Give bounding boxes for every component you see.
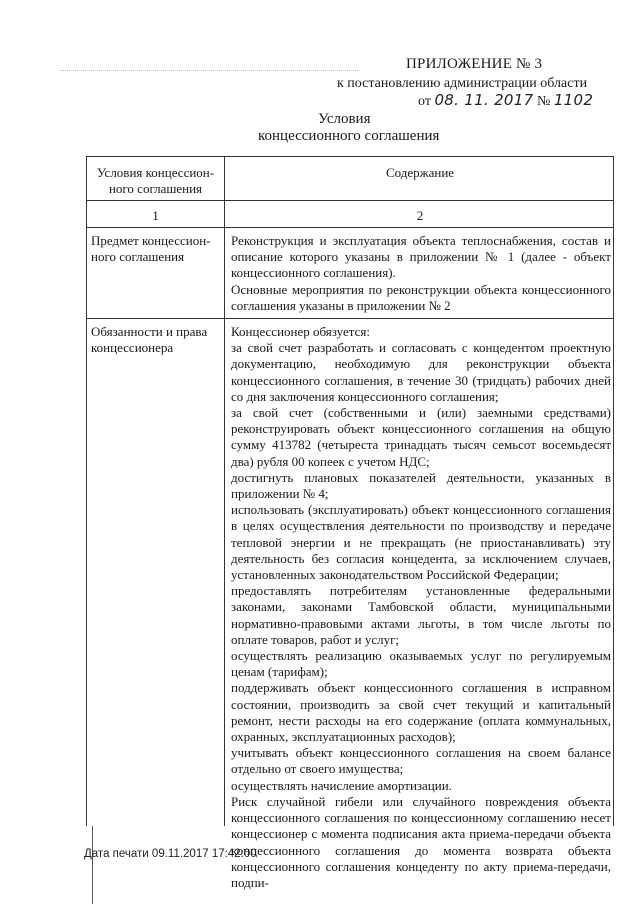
column-header-content: Содержание bbox=[385, 165, 455, 180]
column-divider bbox=[224, 157, 225, 826]
row1-term: Предмет концессион- ного соглашения bbox=[91, 233, 211, 265]
row1-divider bbox=[87, 318, 613, 319]
number-prefix: № bbox=[536, 94, 551, 109]
row1-content: Реконструкция и эксплуатация объекта теплоснабжения, состав и описание которого указаны в приложении № 1 (далее - объект концессионного соглашения). Основные мероприятия по реконструкции объекта концессионного соглашения указаны в приложении № 2 bbox=[231, 233, 611, 313]
header-row-divider bbox=[87, 200, 613, 201]
row2-term: Обязанности и права концессионера bbox=[91, 324, 208, 356]
number-row-divider bbox=[87, 227, 613, 228]
handwritten-date: 08. 11. 2017 bbox=[434, 91, 534, 109]
print-date-stamp: Дата печати 09.11.2017 17:42:00 bbox=[84, 848, 257, 860]
document-title-line2: концессионного соглашения bbox=[258, 128, 440, 144]
resolution-date-line bbox=[418, 92, 593, 110]
resolution-reference: к постановлению администрации области bbox=[337, 76, 588, 91]
margin-fold-line bbox=[92, 826, 93, 904]
column-number-2: 2 bbox=[416, 208, 424, 223]
date-prefix: от bbox=[418, 94, 431, 109]
appendix-label: ПРИЛОЖЕНИЕ № 3 bbox=[406, 56, 543, 72]
row2-content: Концессионер обязуется: за свой счет разработать и согласовать с концедентом проектную документацию, необходимую для реконструкции объекта концессионного соглашения, в течение 30 (тридцать) рабочих дней со дня заключения концессионного соглашения; за свой счет (собственными и (или) заемными средствами) реконструировать объект концессионного соглашения на общую сумму 413782 (четыреста тринадцать тысяч семьсот восемьдесят два) рубля 00 копеек с учетом НДС; достигнуть плановых показателей деятельности, указанных в приложении № 4; использовать (эксплуатировать) объект концессионного соглашения в целях осуществления деятельности по производству и передаче тепловой энергии и не прекращать (не приостанавливать) эту деятельность без согласия концедента, за исключением случаев, установленных законодательством Российской Федерации; предоставлять потребителям установленные федеральными законами, законами Тамбовской области, муниципальными нормативно-правовыми актами льготы, в том числе льготы по оплате товаров, работ и услуг; осуществлять реализацию оказываемых услуг по регулируемым ценам (тарифам); поддерживать объект концессионного соглашения в исправном состоянии, производить за свой счет текущий и капитальный ремонт, нести расходы на его содержание (оплата коммунальных, охранных, эксплуатационных расходов); учитывать объект концессионного соглашения на своем балансе отдельно от своего имущества; осуществлять начисление амортизации. Риск случайной гибели или случайного повреждения объекта концессионного соглашения по концессионному соглашению несет концессионер с момента подписания акта приема-передачи объекта концессионного соглашения до момента возврата объекта концессионного соглашения концеденту по акту приема-передачи, подпи- bbox=[231, 324, 611, 890]
column-number-1: 1 bbox=[152, 208, 159, 223]
document-title-line1: Условия bbox=[318, 111, 371, 127]
scan-artifact bbox=[60, 70, 360, 77]
column-header-terms: Условия концессион- ного соглашения bbox=[96, 165, 215, 197]
handwritten-number: 1102 bbox=[553, 91, 594, 109]
